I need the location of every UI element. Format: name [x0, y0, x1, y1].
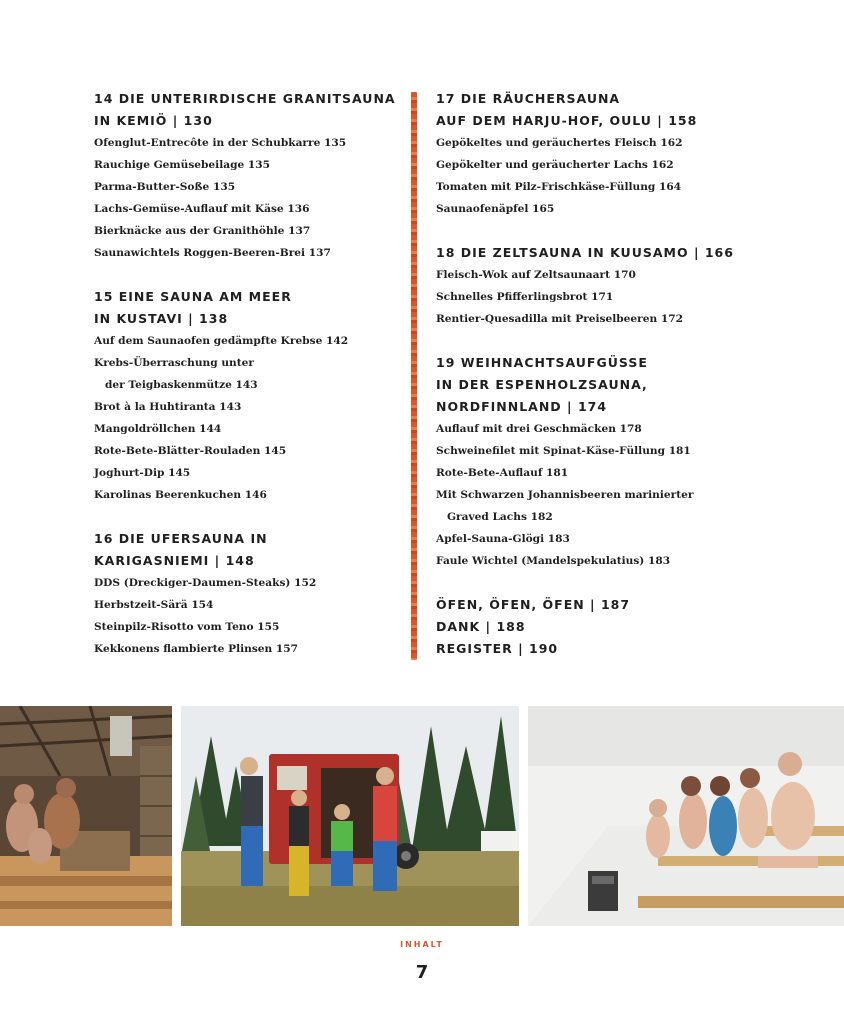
toc-entry: Apfel-Sauna-Glögi 183 — [436, 533, 570, 545]
sauna-interior-photo — [0, 706, 172, 926]
section-title: DANK | 188 — [436, 619, 526, 634]
toc-right-column — [436, 88, 836, 682]
toc-entry: Faule Wichtel (Mandelspekulatius) 183 — [436, 555, 671, 567]
toc-entry: Tomaten mit Pilz-Frischkäse-Füllung 164 — [436, 181, 682, 193]
toc-section-15 — [94, 286, 394, 506]
toc-entry: Rauchige Gemüsebeilage 135 — [94, 159, 271, 171]
section-title: KARIGASNIEMI | 148 — [94, 553, 255, 568]
toc-entry: Rote-Bete-Blätter-Rouladen 145 — [94, 445, 287, 457]
toc-entry: Saunawichtels Roggen-Beeren-Brei 137 — [94, 247, 331, 259]
section-title: 15 EINE SAUNA AM MEER — [94, 289, 292, 304]
toc-entry: Gepökeltes und geräuchertes Fleisch 162 — [436, 137, 683, 149]
toc-entry: Brot à la Huhtiranta 143 — [94, 401, 242, 413]
toc-entry: Steinpilz-Risotto vom Teno 155 — [94, 621, 280, 633]
toc-entry: Bierknäcke aus der Granithöhle 137 — [94, 225, 311, 237]
toc-entry: Lachs-Gemüse-Auflauf mit Käse 136 — [94, 203, 310, 215]
toc-section-19 — [436, 352, 836, 572]
toc-entry: der Teigbaskenmütze 143 — [105, 379, 258, 391]
toc-entry: Karolinas Beerenkuchen 146 — [94, 489, 267, 501]
toc-entry: Rote-Bete-Auflauf 181 — [436, 467, 569, 479]
section-title: NORDFINNLAND | 174 — [436, 399, 608, 414]
toc-entry: Krebs-Überraschung unter — [94, 357, 254, 369]
section-label: INHALT — [400, 940, 444, 949]
toc-entry: Schweinefilet mit Spinat-Käse-Füllung 181 — [436, 445, 691, 457]
toc-entry: Saunaofenäpfel 165 — [436, 203, 555, 215]
bright-sauna-bathers-photo — [528, 706, 844, 926]
toc-section-17 — [436, 88, 836, 220]
section-title: 16 DIE UFERSAUNA IN — [94, 531, 268, 546]
page-number: 7 — [415, 962, 429, 983]
section-title: REGISTER | 190 — [436, 641, 559, 656]
section-title: 18 DIE ZELTSAUNA IN KUUSAMO | 166 — [436, 245, 734, 260]
toc-section-16 — [94, 528, 394, 660]
section-title: AUF DEM HARJU-HOF, OULU | 158 — [436, 113, 698, 128]
toc-entry: Herbstzeit-Särä 154 — [94, 599, 214, 611]
toc-entry: Mangoldröllchen 144 — [94, 423, 222, 435]
toc-entry: Rentier-Quesadilla mit Preiselbeeren 172 — [436, 313, 683, 325]
toc-entry: Joghurt-Dip 145 — [94, 467, 191, 479]
section-title: IN KEMIÖ | 130 — [94, 113, 213, 128]
section-title: IN DER ESPENHOLZSAUNA, — [436, 377, 648, 392]
tent-sauna-group-photo — [181, 706, 519, 926]
toc-entry: Parma-Butter-Soße 135 — [94, 181, 236, 193]
orange-divider — [411, 92, 417, 660]
toc-entry: Ofenglut-Entrecôte in der Schubkarre 135 — [94, 137, 347, 149]
toc-final-entries — [436, 594, 836, 660]
toc-entry: Mit Schwarzen Johannisbeeren marinierter — [436, 489, 694, 501]
section-title: 19 WEIHNACHTSAUFGÜSSE — [436, 355, 648, 370]
toc-entry: Gepökelter und geräucherter Lachs 162 — [436, 159, 674, 171]
toc-section-14 — [94, 88, 394, 264]
section-title: 14 DIE UNTERIRDISCHE GRANITSAUNA — [94, 91, 396, 106]
toc-entry: Auf dem Saunaofen gedämpfte Krebse 142 — [94, 335, 349, 347]
section-title: 17 DIE RÄUCHERSAUNA — [436, 91, 621, 106]
toc-section-18 — [436, 242, 836, 330]
section-title: ÖFEN, ÖFEN, ÖFEN | 187 — [436, 597, 631, 612]
toc-entry: DDS (Dreckiger-Daumen-Steaks) 152 — [94, 577, 317, 589]
section-title: IN KUSTAVI | 138 — [94, 311, 229, 326]
toc-entry: Graved Lachs 182 — [447, 511, 553, 523]
toc-left-column — [94, 88, 394, 682]
toc-entry: Auflauf mit drei Geschmäcken 178 — [436, 423, 642, 435]
toc-entry: Fleisch-Wok auf Zeltsaunaart 170 — [436, 269, 636, 281]
toc-entry: Kekkonens flambierte Plinsen 157 — [94, 643, 299, 655]
photo-strip — [0, 706, 844, 926]
toc-entry: Schnelles Pfifferlingsbrot 171 — [436, 291, 614, 303]
